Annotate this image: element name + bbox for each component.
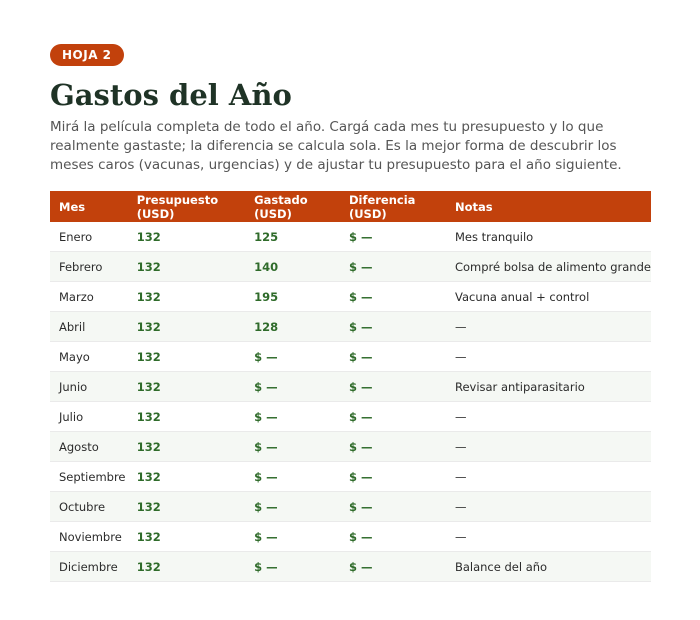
cell-notas[interactable]: — [446, 432, 651, 462]
cell-notas[interactable]: — [446, 522, 651, 552]
cell-gastado[interactable]: $ — [245, 552, 340, 582]
table-header-row [50, 191, 651, 222]
cell-diferencia: $ — [340, 402, 446, 432]
cell-presupuesto[interactable]: 132 [128, 492, 245, 522]
expenses-table [50, 191, 651, 582]
header-gastado: Gastado (USD) [254, 192, 308, 221]
cell-gastado[interactable]: 195 [245, 282, 340, 312]
cell-gastado[interactable]: 128 [245, 312, 340, 342]
cell-presupuesto[interactable]: 132 [128, 522, 245, 552]
cell-presupuesto[interactable]: 132 [128, 312, 245, 342]
cell-diferencia: $ — [340, 342, 446, 372]
sheet-badge: HOJA 2 [50, 44, 124, 66]
table-row [50, 432, 651, 462]
cell-notas[interactable]: Vacuna anual + control [446, 282, 651, 312]
cell-diferencia: $ — [340, 372, 446, 402]
cell-mes: Octubre [50, 492, 128, 522]
cell-mes: Noviembre [50, 522, 128, 552]
table-row [50, 462, 651, 492]
cell-notas[interactable]: — [446, 312, 651, 342]
cell-mes: Julio [50, 402, 128, 432]
cell-mes: Diciembre [50, 552, 128, 582]
cell-gastado[interactable]: $ — [245, 522, 340, 552]
cell-presupuesto[interactable]: 132 [128, 282, 245, 312]
table-row [50, 372, 651, 402]
cell-mes: Marzo [50, 282, 128, 312]
table-row [50, 222, 651, 252]
cell-presupuesto[interactable]: 132 [128, 222, 245, 252]
page-title: Gastos del Año [50, 78, 292, 112]
header-mes: Mes [59, 199, 86, 214]
cell-notas[interactable]: — [446, 462, 651, 492]
cell-presupuesto[interactable]: 132 [128, 552, 245, 582]
cell-gastado[interactable]: $ — [245, 462, 340, 492]
cell-notas[interactable]: — [446, 402, 651, 432]
cell-diferencia: $ — [340, 462, 446, 492]
cell-mes: Abril [50, 312, 128, 342]
cell-presupuesto[interactable]: 132 [128, 432, 245, 462]
cell-diferencia: $ — [340, 492, 446, 522]
cell-mes: Agosto [50, 432, 128, 462]
table-row [50, 252, 651, 282]
table-body [50, 222, 651, 582]
table-row [50, 402, 651, 432]
cell-mes: Junio [50, 372, 128, 402]
cell-gastado[interactable]: 140 [245, 252, 340, 282]
cell-presupuesto[interactable]: 132 [128, 402, 245, 432]
cell-notas[interactable]: Revisar antiparasitario [446, 372, 651, 402]
cell-diferencia: $ — [340, 222, 446, 252]
table-row [50, 282, 651, 312]
cell-mes: Mayo [50, 342, 128, 372]
cell-gastado[interactable]: $ — [245, 342, 340, 372]
cell-presupuesto[interactable]: 132 [128, 372, 245, 402]
cell-notas[interactable]: Mes tranquilo [446, 222, 651, 252]
cell-gastado[interactable]: 125 [245, 222, 340, 252]
cell-diferencia: $ — [340, 282, 446, 312]
page-description: Mirá la película completa de todo el año. Cargá cada mes tu presupuesto y lo que realmente gastaste; la diferencia se calcula sola. Es la mejor forma de descubrir los meses caros (vacunas, urgencias) y de ajustar tu presupuesto para el año siguiente. [50, 119, 622, 173]
cell-presupuesto[interactable]: 132 [128, 252, 245, 282]
table-row [50, 342, 651, 372]
cell-diferencia: $ — [340, 432, 446, 462]
cell-diferencia: $ — [340, 522, 446, 552]
cell-diferencia: $ — [340, 252, 446, 282]
table-row [50, 552, 651, 582]
cell-diferencia: $ — [340, 312, 446, 342]
table-row [50, 492, 651, 522]
cell-gastado[interactable]: $ — [245, 402, 340, 432]
table-header [50, 191, 651, 222]
header-diferencia: Diferencia (USD) [348, 192, 416, 221]
cell-notas[interactable]: — [446, 492, 651, 522]
cell-notas[interactable]: — [446, 342, 651, 372]
cell-gastado[interactable]: $ — [245, 432, 340, 462]
cell-notas[interactable]: Compré bolsa de alimento grande [446, 252, 651, 282]
table-row [50, 522, 651, 552]
cell-diferencia: $ — [340, 552, 446, 582]
cell-gastado[interactable]: $ — [245, 372, 340, 402]
header-notas: Notas [454, 199, 493, 214]
cell-notas[interactable]: Balance del año [446, 552, 651, 582]
cell-mes: Enero [50, 222, 128, 252]
cell-mes: Septiembre [50, 462, 128, 492]
cell-gastado[interactable]: $ — [245, 492, 340, 522]
header-presupuesto: Presupuesto (USD) [136, 192, 219, 221]
table-row [50, 312, 651, 342]
cell-presupuesto[interactable]: 132 [128, 462, 245, 492]
cell-mes: Febrero [50, 252, 128, 282]
cell-presupuesto[interactable]: 132 [128, 342, 245, 372]
